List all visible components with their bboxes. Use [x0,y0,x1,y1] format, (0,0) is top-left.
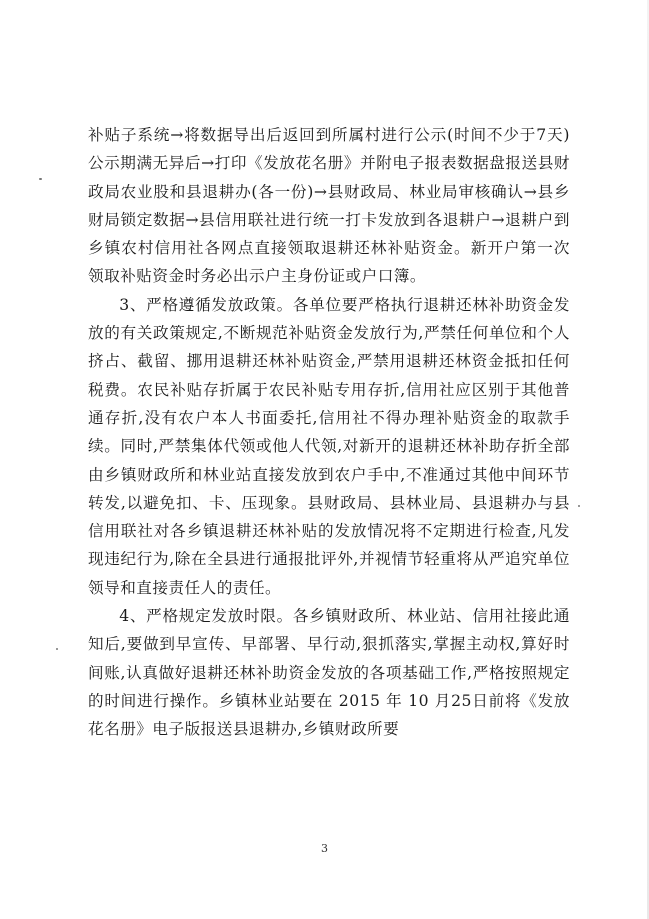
paragraph-distribution-deadline: 4、严格规定发放时限。各乡镇财政所、林业站、信用社接此通知后,要做到早宣传、早部署、早行动,狠抓落实,掌握主动权,算好时间账,认真做好退耕还林补助资金发放的各项基础工作,严格按照规定的时间进行操作。乡镇林业站要在 2015 年 10 月25日前将《发放花名册》电子版报送县退耕办,乡镇财政所要 [88,607,570,739]
document-body [88,121,570,744]
scan-speck [578,505,580,507]
scan-speck [56,648,58,650]
page-number: 3 [321,842,328,855]
paragraph-procedure-continuation: 补贴子系统→将数据导出后返回到所属村进行公示(时间不少于7天)公示期满无异后→打印《发放花名册》并附电子报表数据盘报送县财政局农业股和县退耕办(各一份)→县财政局、林业局审核确认→县乡财局锁定数据→县信用联社进行统一打卡发放到各退耕户→退耕户到乡镇农村信用社各网点直接领取退耕还林补贴资金。新开户第一次领取补贴资金时务必出示户主身份证或户口簿。 [88,126,570,286]
paragraph-policy-compliance: 3、严格遵循发放政策。各单位要严格执行退耕还林补助资金发放的有关政策规定,不断规范补贴资金发放行为,严禁任何单位和个人挤占、截留、挪用退耕还林补贴资金,严禁用退耕还林资金抵扣任何税费。农民补贴存折属于农民补贴专用存折,信用社应区别于其他普通存折,没有农户本人书面委托,信用社不得办理补贴资金的取款手续。同时,严禁集体代领或他人代领,对新开的退耕还林补助存折全部由乡镇财政所和林业站直接发放到农户手中,不准通过其他中间环节转发,以避免扣、卡、压现象。县财政局、县林业局、县退耕办与县信用联社对各乡镇退耕还林补贴的发放情况将不定期进行检查,凡发现违纪行为,除在全县进行通报批评外,并视情节轻重将从严追究单位领导和直接责任人的责任。 [88,295,570,597]
scan-speck [39,178,42,180]
